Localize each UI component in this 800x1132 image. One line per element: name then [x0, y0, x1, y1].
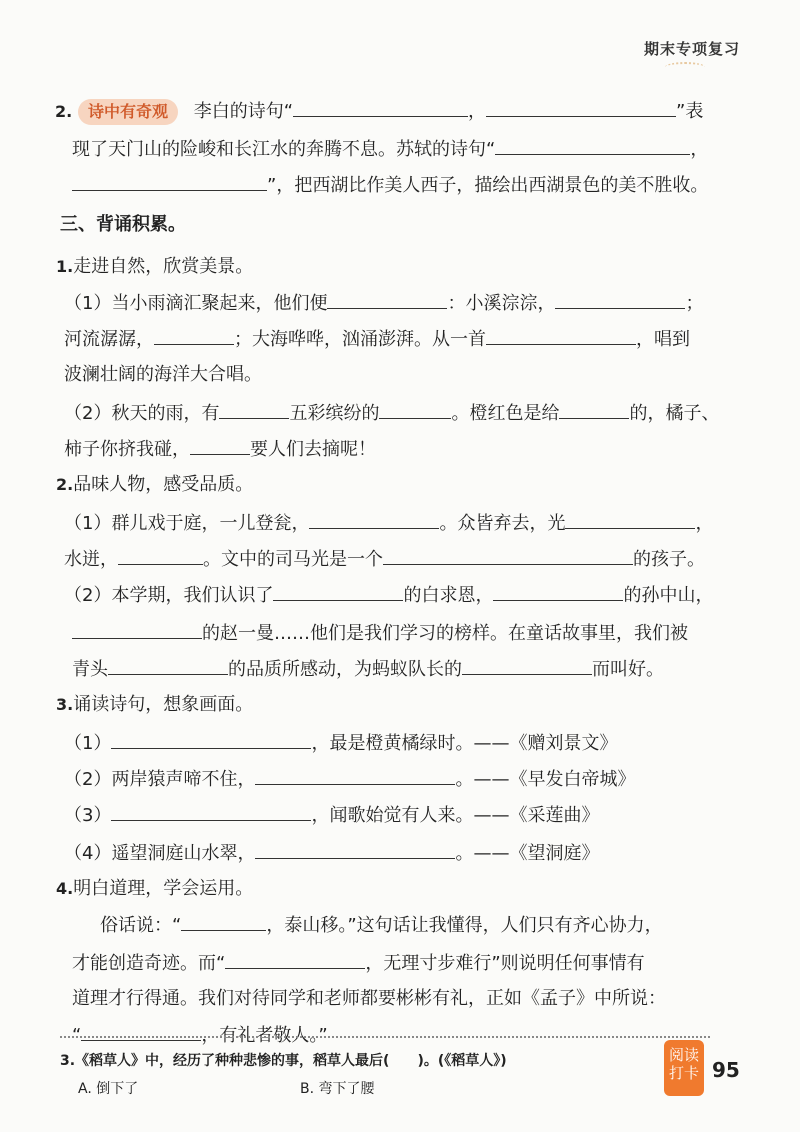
text: 俗话说：“: [100, 915, 182, 936]
text: 的白求恩，: [403, 585, 494, 606]
answer-blank[interactable]: [255, 838, 455, 859]
text: （2）本学期，我们认识了: [64, 585, 274, 606]
answer-blank[interactable]: [559, 398, 629, 419]
q1-line: [0, 434, 800, 465]
q3-line: [0, 764, 800, 795]
text: 。橙红色是给: [451, 403, 560, 424]
badge-text: 打卡: [668, 1064, 699, 1082]
category-tag: 诗中有奇观: [78, 99, 178, 125]
text: ，: [468, 101, 487, 122]
text: 李白的诗句“: [193, 101, 294, 122]
q3-title: [0, 690, 800, 720]
answer-blank[interactable]: [118, 544, 203, 565]
q2-line: [0, 618, 800, 649]
text: 的品质所感动，为蚂蚁队长的: [228, 659, 462, 680]
badge-text: 阅读: [668, 1046, 699, 1064]
page-number: 95: [712, 1058, 740, 1082]
answer-blank[interactable]: [273, 580, 403, 601]
answer-blank[interactable]: [108, 654, 228, 675]
answer-blank[interactable]: [462, 654, 592, 675]
answer-blank[interactable]: [327, 288, 447, 309]
text: （2）两岸猿声啼不住，: [64, 769, 256, 790]
text: （2）秋天的雨，有: [64, 403, 220, 424]
q1-line: 波澜壮阔的海洋大合唱。: [64, 364, 262, 385]
q2-line: [0, 654, 800, 685]
q4-line: 道理才行得通。我们对待同学和老师都要彬彬有礼，正如《孟子》中所说：: [72, 988, 666, 1009]
answer-blank[interactable]: [154, 324, 234, 345]
text: ”，把西湖比作美人西子，描绘出西湖景色的美不胜收。: [267, 175, 709, 196]
answer-blank[interactable]: [293, 96, 468, 117]
question-number: 3.: [56, 695, 74, 714]
answer-blank[interactable]: [565, 508, 695, 529]
text: 而叫好。: [592, 659, 664, 680]
q2-line: [0, 508, 800, 539]
text: ，: [690, 139, 709, 160]
text: 。文中的司马光是一个: [203, 549, 383, 570]
answer-blank[interactable]: [190, 434, 250, 455]
reading-checkin-badge: [664, 1040, 704, 1096]
answer-blank[interactable]: [555, 288, 685, 309]
answer-blank[interactable]: [219, 398, 289, 419]
text: 明白道理，学会运用。: [73, 878, 254, 899]
section-title: 三、背诵积累。: [60, 214, 186, 235]
header-decoration: [665, 62, 705, 72]
poem-q-line1: [0, 96, 800, 127]
answer-blank[interactable]: [379, 398, 451, 419]
answer-blank[interactable]: [383, 544, 633, 565]
text: ；: [685, 293, 704, 314]
answer-blank[interactable]: [225, 948, 365, 969]
text: ；大海哗哗，汹涌澎湃。从一首: [234, 329, 486, 350]
q3-line: [0, 728, 800, 759]
text: ，泰山移。”这句话让我懂得，人们只有齐心协力，: [266, 915, 663, 936]
text: ，闻歌始觉有人来。——《采莲曲》: [311, 805, 600, 826]
text: ，: [695, 513, 714, 534]
answer-blank[interactable]: [255, 764, 455, 785]
text: ，唱到: [636, 329, 690, 350]
text: （3）: [64, 805, 112, 826]
answer-blank[interactable]: [495, 134, 690, 155]
q4-line: [0, 948, 800, 979]
text: ，最是橙黄橘绿时。——《赠刘景文》: [311, 733, 618, 754]
text: 。——《望洞庭》: [455, 843, 600, 864]
q2-title: [0, 470, 800, 500]
q2-line: [0, 580, 800, 611]
q2-line: [0, 544, 800, 575]
text: ”表: [676, 101, 704, 122]
text: 柿子你挤我碰，: [64, 439, 190, 460]
footer-question: 3.《稻草人》中，经历了种种悲惨的事，稻草人最后( )。(《稻草人》): [60, 1053, 507, 1069]
text: 要人们去摘呢！: [250, 439, 376, 460]
answer-blank[interactable]: [493, 580, 623, 601]
text: （1）: [64, 733, 112, 754]
answer-blank[interactable]: [486, 324, 636, 345]
text: （1）群儿戏于庭，一儿登瓮，: [64, 513, 310, 534]
answer-blank[interactable]: [72, 170, 267, 191]
poem-q-line3: [0, 170, 800, 201]
text: 。众皆弃去，光: [439, 513, 566, 534]
text: 的孙中山，: [623, 585, 714, 606]
text: 水迸，: [64, 549, 118, 570]
text: 五彩缤纷的: [289, 403, 380, 424]
text: 的赵一曼……他们是我们学习的榜样。在童话故事里，我们被: [202, 623, 688, 644]
q1-line: [0, 398, 800, 429]
answer-blank[interactable]: [486, 96, 676, 117]
option-a: A. 倒下了: [78, 1081, 139, 1097]
answer-blank[interactable]: [309, 508, 439, 529]
question-number: 2.: [56, 475, 74, 494]
text: ：小溪淙淙，: [447, 293, 556, 314]
text: （4）遥望洞庭山水翠，: [64, 843, 256, 864]
answer-blank[interactable]: [181, 910, 266, 931]
answer-blank[interactable]: [111, 800, 311, 821]
text: “: [72, 1025, 82, 1046]
text: 才能创造奇迹。而“: [72, 953, 226, 974]
q3-line: [0, 838, 800, 869]
text: 的孩子。: [633, 549, 705, 570]
q1-line: [0, 324, 800, 355]
text: 。——《早发白帝城》: [455, 769, 636, 790]
q4-title: [0, 874, 800, 904]
question-number: 2.: [55, 102, 73, 121]
text: 河流潺潺，: [64, 329, 154, 350]
poem-q-line2: [0, 134, 800, 165]
text: ，无理寸步难行”则说明任何事情有: [365, 953, 645, 974]
answer-blank[interactable]: [72, 618, 202, 639]
footer-divider: [60, 1036, 710, 1038]
text: 现了天门山的险峻和长江水的奔腾不息。苏轼的诗句“: [72, 139, 496, 160]
text: 的，橘子、: [629, 403, 720, 424]
text: 青头: [72, 659, 108, 680]
page-header-title: 期末专项复习: [643, 40, 740, 58]
answer-blank[interactable]: [111, 728, 311, 749]
q4-line: [0, 910, 800, 941]
question-number: 1.: [56, 257, 74, 276]
text: 品味人物，感受品质。: [73, 474, 254, 495]
text: 诵读诗句，想象画面。: [73, 694, 254, 715]
text: 走进自然，欣赏美景。: [73, 256, 254, 277]
q3-line: [0, 800, 800, 831]
question-number: 4.: [56, 879, 74, 898]
text: ，有礼者敬人。”: [201, 1025, 328, 1046]
q1-line: [0, 288, 800, 319]
q1-title: [0, 252, 800, 282]
text: （1）当小雨滴汇聚起来，他们便: [64, 293, 328, 314]
option-b: B. 弯下了腰: [300, 1081, 375, 1097]
